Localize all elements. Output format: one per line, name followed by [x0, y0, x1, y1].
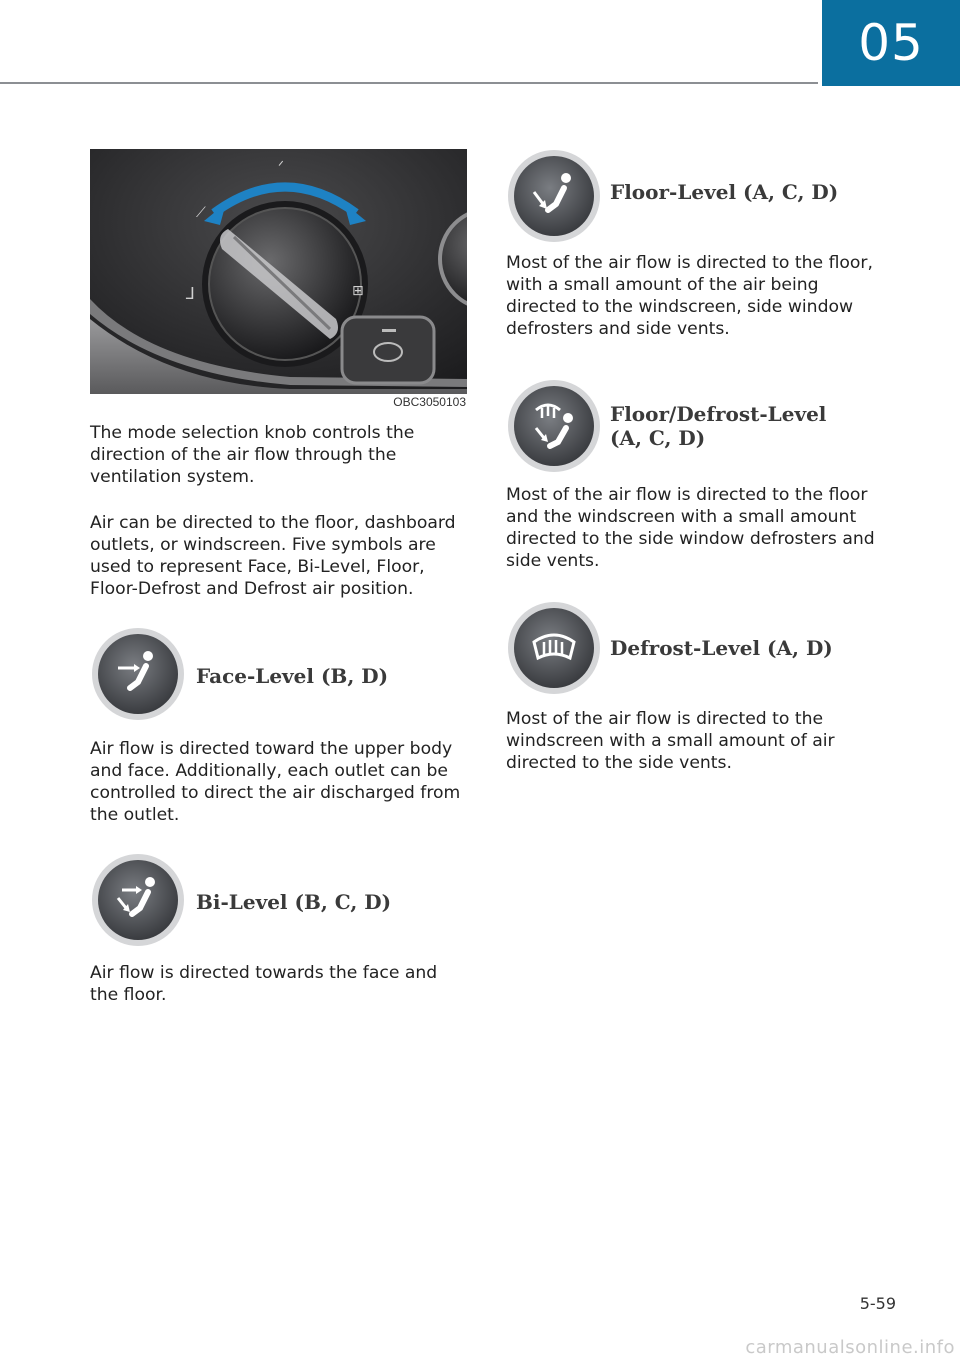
- intro-paragraph-2: Air can be directed to the floor, dashboard outlets, or windscreen. Five symbols are used to represent Face, Bi-Level, Floor, Floor-Defrost and Defrost air position.: [90, 513, 456, 599]
- page-number: 5-59: [859, 1294, 896, 1313]
- svg-text:⟋: ⟋: [196, 205, 206, 221]
- floor-level-text: Most of the air flow is directed to the floor, with a small amount of the air being directed to the windscreen, side window defrosters and side vents.: [506, 253, 873, 339]
- floor-defrost-level-title-line1: Floor/Defrost-Level: [610, 402, 827, 426]
- watermark: carmanualsonline.info: [745, 1337, 955, 1358]
- defrost-level-text: Most of the air flow is directed to the windscreen with a small amount of air directed to the side vents.: [506, 709, 835, 773]
- floor-level-title: Floor-Level (A, C, D): [610, 180, 839, 204]
- bi-level-text: Air flow is directed towards the face and the floor.: [90, 963, 438, 1005]
- face-level-icon: [90, 626, 186, 722]
- svg-text:ᒧ: ᒧ: [185, 284, 195, 303]
- defrost-level-title: Defrost-Level (A, D): [610, 636, 833, 660]
- bi-level-title: Bi-Level (B, C, D): [196, 890, 392, 914]
- floor-level-icon: [506, 148, 602, 244]
- mode-knob-photo: [90, 149, 467, 394]
- header-rule: [0, 82, 818, 84]
- defrost-level-icon: [506, 600, 602, 696]
- svg-text:ᐟ: ᐟ: [278, 159, 284, 175]
- face-level-text: Air flow is directed toward the upper body and face. Additionally, each outlet can be controlled to direct the air discharged from the outlet.: [90, 739, 461, 825]
- floor-defrost-level-title-line2: (A, C, D): [610, 426, 706, 450]
- face-level-title: Face-Level (B, D): [196, 664, 389, 688]
- chapter-number: 05: [822, 0, 960, 86]
- floor-defrost-level-text: Most of the air flow is directed to the floor and the windscreen with a small amount directed to the side window defrosters and side vents.: [506, 485, 875, 571]
- photo-caption: OBC3050103: [393, 395, 466, 409]
- intro-paragraph-1: The mode selection knob controls the direction of the air flow through the ventilation system.: [90, 423, 415, 487]
- bi-level-icon: [90, 852, 186, 948]
- floor-defrost-level-icon: [506, 378, 602, 474]
- svg-text:⊞: ⊞: [352, 283, 364, 299]
